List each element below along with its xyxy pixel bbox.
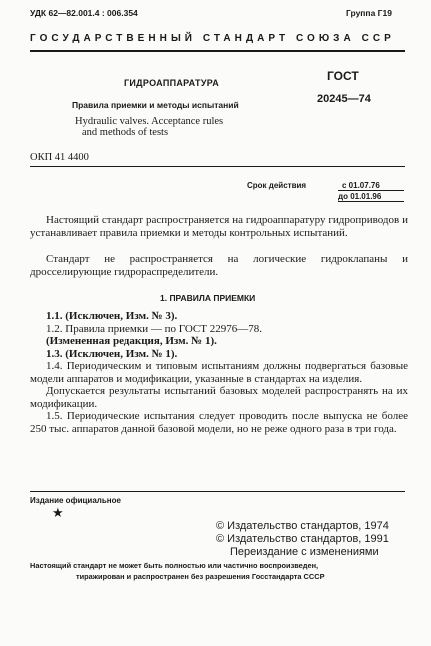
english-title-line1: Hydraulic valves. Acceptance rules [75, 116, 224, 127]
udk-code: УДК 62—82.001.4 : 006.354 [30, 8, 138, 18]
validity-underline [338, 201, 404, 202]
copyright-1974: © Издательство стандартов, 1974 [216, 520, 389, 532]
clause-1-1: 1.1. (Исключен, Изм. № 3). [46, 310, 178, 322]
reissue-note: Переиздание с изменениями [230, 546, 379, 558]
footer-rule [30, 491, 405, 492]
validity-label: Срок действия [247, 181, 307, 190]
official-edition: Издание официальное [30, 496, 121, 505]
gost-label: ГОСТ [327, 69, 359, 83]
clause-1-2-note: (Измененная редакция, Изм. № 1). [46, 335, 217, 347]
clause-1-2: 1.2. Правила приемки — по ГОСТ 22976—78. [46, 322, 262, 335]
copyright-1991: © Издательство стандартов, 1991 [216, 533, 389, 545]
section-heading: 1. ПРАВИЛА ПРИЕМКИ [160, 293, 256, 303]
gost-number: 20245—74 [317, 93, 371, 105]
state-standard-banner: ГОСУДАРСТВЕННЫЙ СТАНДАРТ СОЮЗА ССР [30, 33, 395, 44]
clause-1-3: 1.3. (Исключен, Изм. № 1). [46, 347, 178, 360]
reproduction-notice: Настоящий стандарт не может быть полностью или частично воспроизведен, [30, 561, 319, 570]
intro-paragraph: Настоящий стандарт распространяется на гидроаппаратуру гидроприводов и устанавливает правила приемки и методы контрольных испытаний. [30, 214, 408, 239]
clause-1-5: 1.5. Периодические испытания следует проводить после выпуска не более 250 тыс. аппаратов данной базовой модели, но не реже одного раза в три года. [30, 410, 408, 435]
okp-code: ОКП 41 4400 [30, 152, 89, 163]
validity-from: с 01.07.76 [342, 181, 380, 190]
clause-1-4-continued: Допускается результаты испытаний базовых моделей распространять на их модификации. [30, 385, 408, 410]
validity-underline [338, 190, 404, 191]
english-title-line2: and methods of tests [82, 127, 169, 138]
intro-paragraph: Стандарт не распространяется на логические гидроклапаны и дросселирующие гидрораспределители. [30, 253, 408, 278]
header-rule [30, 50, 405, 52]
clause-1-4: 1.4. Периодическим и типовым испытаниям должны подвергаться базовые модели аппаратов и модификации, указанные в стандартах на изделия. [30, 360, 408, 385]
star-icon: ★ [52, 505, 64, 520]
reproduction-notice: тиражирован и распространен без разрешения Госстандарта СССР [76, 572, 325, 581]
validity-to: до 01.01.96 [338, 192, 382, 201]
title-rule [30, 166, 405, 167]
document-subtitle: Правила приемки и методы испытаний [72, 100, 239, 110]
document-title: ГИДРОАППАРАТУРА [124, 78, 220, 88]
group-code: Группа Г19 [346, 8, 392, 18]
section-items [30, 310, 408, 435]
